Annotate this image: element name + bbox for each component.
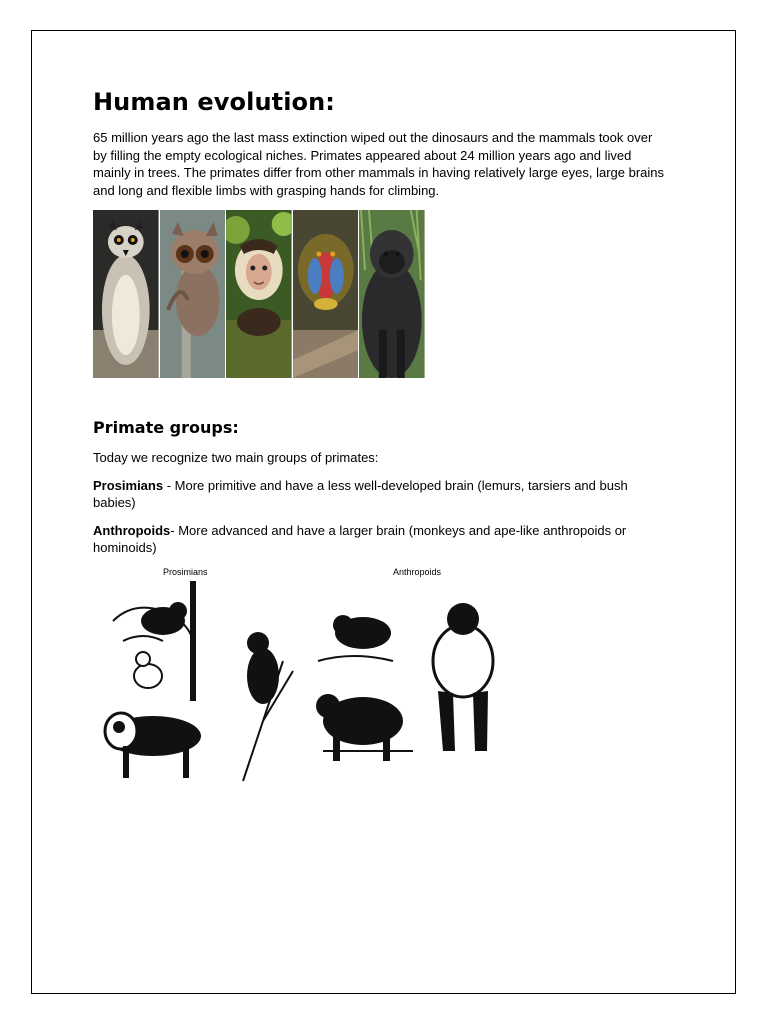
prosimians-figure-label: Prosimians bbox=[163, 566, 208, 577]
primate-line-drawings bbox=[93, 581, 523, 787]
primate-photo-strip bbox=[93, 210, 425, 378]
prosimians-term: Prosimians bbox=[93, 477, 164, 493]
capuchin-photo bbox=[226, 210, 293, 378]
page-title: Human evolution: bbox=[93, 88, 336, 116]
anthropoids-text: - More advanced and have a larger brain (monkeys and ape-like anthropoids or hominoids) bbox=[93, 522, 627, 555]
anthropoids-term: Anthropoids bbox=[93, 522, 171, 538]
intro-paragraph: 65 million years ago the last mass extinction wiped out the dinosaurs and the mammals took over by filling the empty ecological niches. Primates appeared about 24 million years ago and lived mainly in trees. The primates differ from other mammals in having relatively large eyes, large brains and long and flexible limbs with grasping hands for climbing. bbox=[93, 130, 665, 198]
document-body bbox=[93, 88, 668, 787]
section-intro: Today we recognize two main groups of primates: bbox=[93, 450, 379, 465]
section-heading: Primate groups: bbox=[93, 418, 239, 437]
primate-groups-illustration bbox=[93, 567, 523, 787]
tarsier-photo bbox=[160, 210, 227, 378]
mandrill-photo bbox=[293, 210, 360, 378]
lemur-photo bbox=[93, 210, 160, 378]
prosimians-definition bbox=[93, 477, 668, 512]
anthropoids-figure-label: Anthropoids bbox=[393, 566, 442, 577]
anthropoids-definition bbox=[93, 522, 668, 557]
prosimians-text: - More primitive and have a less well-developed brain (lemurs, tarsiers and bush babies) bbox=[93, 477, 628, 510]
gorilla-photo bbox=[359, 210, 425, 378]
